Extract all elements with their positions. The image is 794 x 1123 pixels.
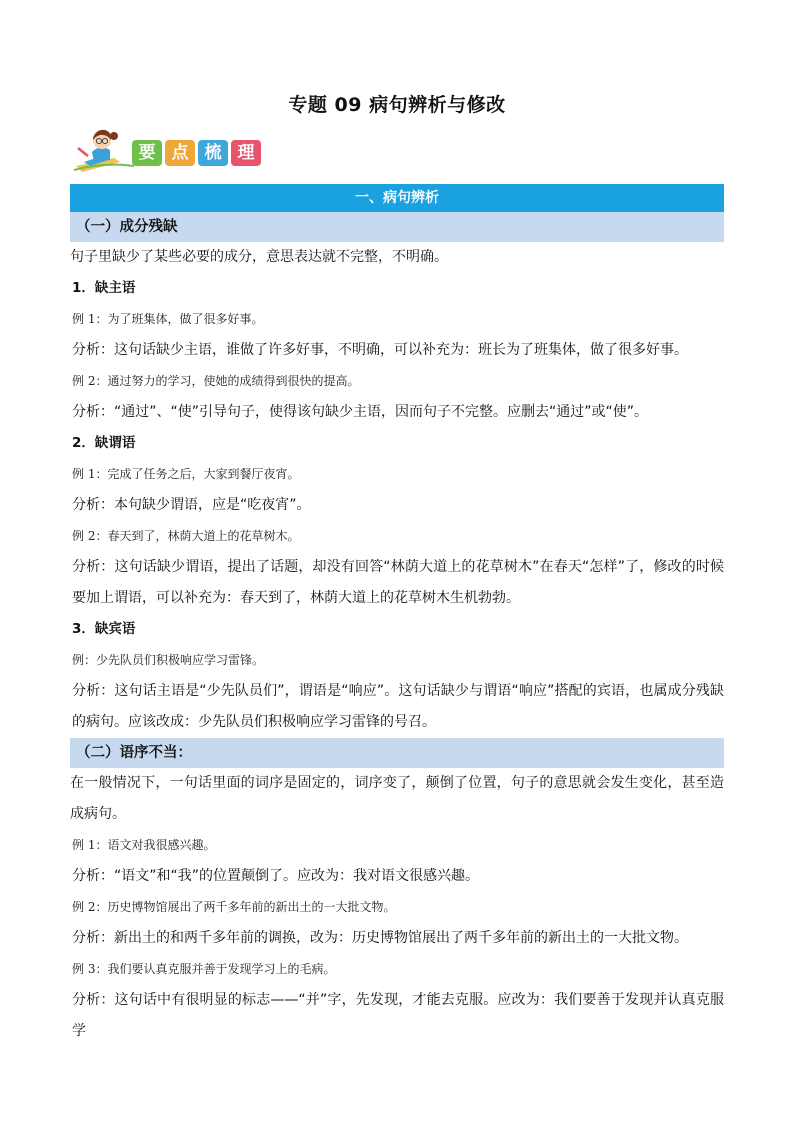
paragraph: 句子里缺少了某些必要的成分，意思表达就不完整，不明确。 [70,249,448,265]
analysis-text: 分析：新出土的和两千多年前的调换，改为：历史博物馆展出了两千多年前的新出土的一大批文物。 [72,930,688,946]
analysis-text: 分析：这句话缺少谓语，提出了话题，却没有回答“林荫大道上的花草树木”在春天“怎样”了，修改的时候要加上谓语，可以补充为：春天到了，林荫大道上的花草树木生机勃勃。 [72,559,724,606]
section-heading: 一、病句辨析 [70,184,724,212]
item-heading: 2．缺谓语 [72,435,136,451]
analysis-text: 分析：这句话缺少主语，谁做了许多好事，不明确，可以补充为：班长为了班集体，做了很多好事。 [72,342,688,358]
example-text: 例 3：我们要认真克服并善于发现学习上的毛病。 [72,962,336,976]
badge-char: 理 [231,140,261,166]
example-text: 例 2：历史博物馆展出了两千多年前的新出土的一大批文物。 [72,900,396,914]
student-reading-icon [74,126,136,174]
example-text: 例 1：为了班集体，做了很多好事。 [72,312,264,326]
badge-char: 梳 [198,140,228,166]
example-text: 例 1：完成了任务之后，大家到餐厅夜宵。 [72,467,300,481]
subsection-heading: （二）语序不当： [70,738,724,768]
analysis-text: 分析：这句话中有很明显的标志——“并”字，先发现，才能去克服。应改为：我们要善于发现并认真克服学 [72,992,724,1039]
example-text: 例：少先队员们积极响应学习雷锋。 [72,653,265,667]
page-title: 专题 09 病句辨析与修改 [288,94,506,116]
item-heading: 3．缺宾语 [72,621,136,637]
analysis-text: 分析：“语文”和“我”的位置颠倒了。应改为：我对语文很感兴趣。 [72,868,480,884]
paragraph: 在一般情况下，一句话里面的词序是固定的，词序变了，颠倒了位置，句子的意思就会发生变化，甚至造成病句。 [70,775,724,822]
item-heading: 1．缺主语 [72,280,136,296]
example-text: 例 2：春天到了，林荫大道上的花草树木。 [72,529,300,543]
section-badge [74,126,258,174]
example-text: 例 1：语文对我很感兴趣。 [72,838,216,852]
analysis-text: 分析：本句缺少谓语，应是“吃夜宵”。 [72,497,311,513]
analysis-text: 分析：这句话主语是“少先队员们”，谓语是“响应”。这句话缺少与谓语“响应”搭配的宾语，也属成分残缺的病句。应该改成：少先队员们积极响应学习雷锋的号召。 [72,683,724,730]
badge-title [132,140,261,166]
example-text: 例 2：通过努力的学习，使她的成绩得到很快的提高。 [72,374,360,388]
document-body [70,184,724,1047]
subsection-heading: （一）成分残缺 [70,212,724,242]
badge-char: 点 [165,140,195,166]
badge-char: 要 [132,140,162,166]
analysis-text: 分析：“通过”、“使”引导句子，使得该句缺少主语，因而句子不完整。应删去“通过”或“使”。 [72,404,649,420]
